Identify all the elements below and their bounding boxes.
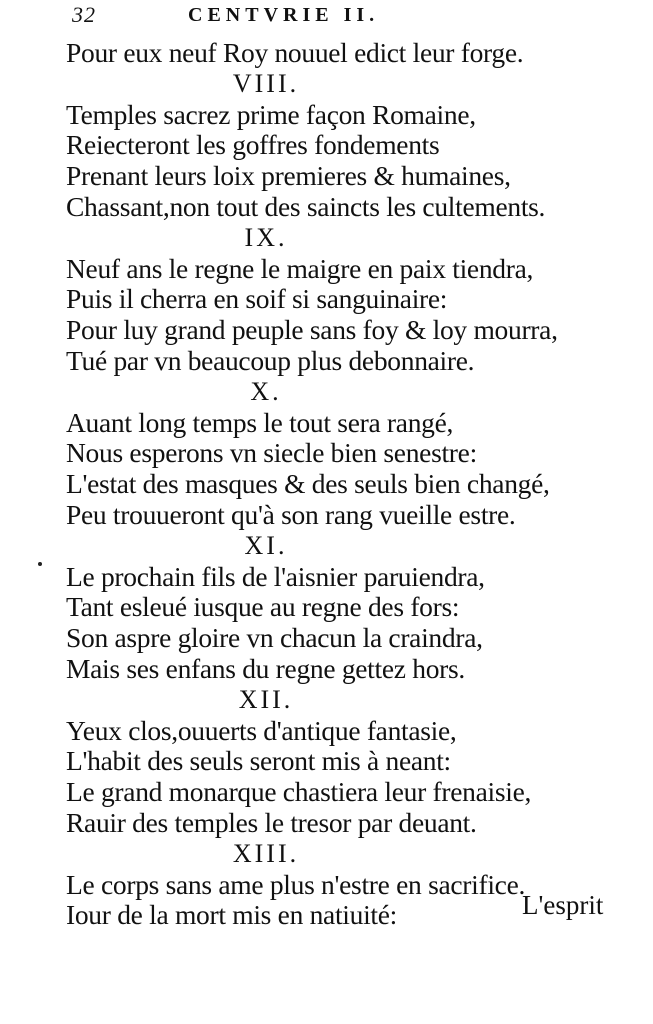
verse-line: Le grand monarque chastiera leur frenaisie, (66, 776, 532, 808)
verse-line: Prenant leurs loix premieres & humaines, (66, 160, 511, 192)
verse-line: Tué par vn beaucoup plus debonnaire. (66, 344, 475, 376)
verse-line: L'habit des seuls seront mis à neant: (66, 745, 451, 777)
running-head: CENTVRIE II. (188, 4, 380, 26)
page-number: 32 (72, 2, 96, 27)
verse-line: Pour eux neuf Roy nouuel edict leur forge. (66, 37, 524, 68)
verse-line: Temples sacrez prime façon Romaine, (66, 98, 476, 130)
verse-line: Tant esleué iusque au regne des fors: (66, 591, 460, 623)
verse-line: Neuf ans le regne le maigre en paix tiendra, (66, 252, 534, 284)
verse-line: L'estat des masques & des seuls bien changé, (66, 468, 550, 500)
verse-line: Rauir des temples le tresor par deuant. (66, 806, 477, 838)
quatrain-heading: XIII. (232, 838, 300, 868)
text-block (66, 38, 626, 931)
quatrain-heading: IX. (244, 222, 288, 252)
ink-speck (38, 562, 42, 566)
verse-line: Son aspre gloire vn chacun la craindra, (66, 622, 483, 654)
verse-line: Pour luy grand peuple sans foy & loy mourra, (66, 314, 558, 346)
verse-line: Iour de la mort mis en natiuité: (66, 899, 398, 931)
quatrain-heading: VIII. (232, 68, 300, 98)
verse-line: Mais ses enfans du regne gettez hors. (66, 652, 465, 684)
catchword: L'esprit (522, 890, 604, 920)
quatrain-heading: XII. (238, 684, 294, 714)
verse-line: Chassant,non tout des saincts les cultements. (66, 190, 546, 222)
verse-line: Le corps sans ame plus n'estre en sacrifice. (66, 868, 526, 900)
verse-line: Reiecteront les goffres fondements (66, 129, 440, 161)
verse-line: Auant long temps le tout sera rangé, (66, 406, 454, 438)
quatrain-heading: X. (250, 376, 282, 406)
quatrain-heading: XI. (244, 530, 288, 560)
verse-line: Nous esperons vn siecle bien senestre: (66, 437, 477, 469)
verse-line: Puis il cherra en soif si sanguinaire: (66, 283, 448, 315)
verse-line: Peu trouueront qu'à son rang vueille estre. (66, 498, 516, 530)
verse-line: Yeux clos,ouuerts d'antique fantasie, (66, 714, 457, 746)
verse-line: Le prochain fils de l'aisnier paruiendra, (66, 560, 485, 592)
